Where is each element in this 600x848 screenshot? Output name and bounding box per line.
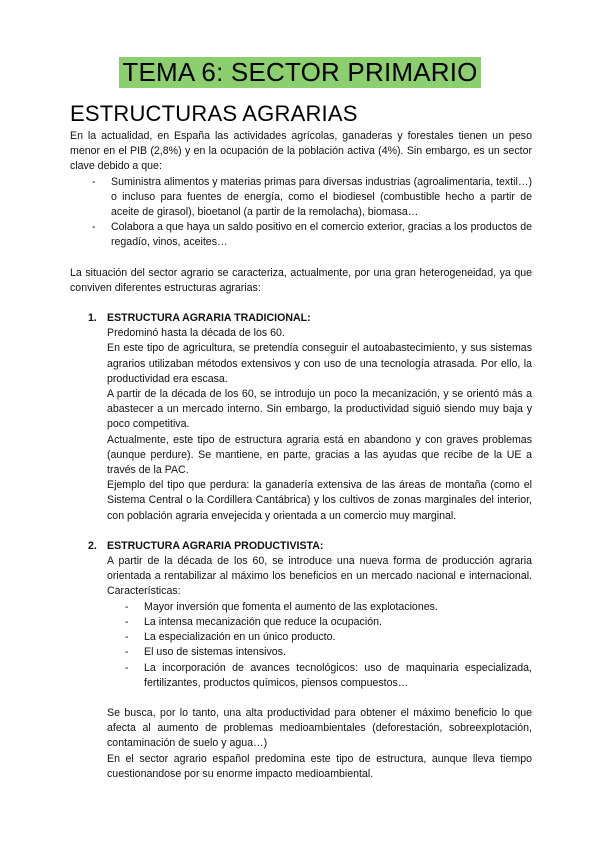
section-productivist (70, 539, 532, 782)
document-body (70, 129, 532, 782)
intro-paragraph: En la actualidad, en España las actividades agrícolas, ganaderas y forestales tienen un peso menor en el PIB (2,8%) y en la ocupación de la población activa (4%). Sin embargo, es un sector clave debido a que: (70, 130, 532, 173)
page-title: TEMA 6: SECTOR PRIMARIO (119, 57, 480, 88)
situation-paragraph: La situación del sector agrario se caracteriza, actualmente, por una gran heterogeneidad, ya que conviven diferentes estructuras agrarias: (70, 266, 532, 294)
section-number: 1. (88, 312, 97, 325)
paragraph: Predominó hasta la década de los 60. (107, 327, 285, 340)
section-traditional (70, 311, 532, 524)
paragraph: Se busca, por lo tanto, una alta productividad para obtener el máximo beneficio lo que afecta al aumento de problemas medioambientales (deforestación, sobreexplotación, contaminación de suelo y agua…) (107, 706, 532, 750)
list-item: - La especialización en un único producto. (125, 630, 532, 645)
section-title: ESTRUCTURA AGRARIA PRODUCTIVISTA: (107, 539, 324, 552)
list-item: - Mayor inversión que fomenta el aumento de las explotaciones. (125, 600, 532, 615)
intro-bullet-list (70, 175, 532, 251)
paragraph: En el sector agrario español predomina este tipo de estructura, aunque lleva tiempo cuestionandose por su enorme impacto medioambiental. (107, 752, 532, 780)
section-number: 2. (88, 539, 97, 552)
characteristics-list (107, 600, 532, 691)
paragraph: En este tipo de agricultura, se pretendía conseguir el autoabastecimiento, y sus sistemas agrarios utilizaban métodos extensivos y con uso de una tecnología atrasada. Por ello, la productividad era escasa. (107, 342, 532, 385)
paragraph: A partir de la década de los 60, se introduce una nueva forma de producción agraria orientada a rentabilizar al máximo los beneficios en un mercado nacional e internacional. Características: (107, 555, 532, 598)
list-item: - El uso de sistemas intensivos. (125, 645, 532, 660)
title-row (0, 57, 600, 88)
paragraph: A partir de la década de los 60, se introdujo un poco la mecanización, y se orientó más a abastecer a un mercado interno. Sin embargo, la productividad siguió siendo muy baja y poco competitiva. (107, 388, 532, 431)
list-item: - Suministra alimentos y materias primas para diversas industrias (agroalimentaria, textil…) o incluso para fuentes de energía, como el biodiesel (combustible hecho a partir de aceite de girasol), bioetanol (a partir de la remolacha), biomasa… (90, 175, 532, 221)
list-item: - La intensa mecanización que reduce la ocupación. (125, 615, 532, 630)
paragraph: Actualmente, este tipo de estructura agraria está en abandono y con graves problemas (aunque perdure). Se mantiene, en parte, gracias a las ayudas que recibe de la UE a través de la PAC. (107, 433, 532, 477)
list-item: - La incorporación de avances tecnológicos: uso de maquinaria especializada, fertilizantes, productos químicos, piensos compuestos… (125, 661, 532, 691)
section-heading: ESTRUCTURAS AGRARIAS (70, 101, 358, 126)
list-item: - Colabora a que haya un saldo positivo en el comercio exterior, gracias a los productos de regadío, vinos, aceites… (90, 220, 532, 250)
paragraph: Ejemplo del tipo que perdura: la ganadería extensiva de las áreas de montaña (como el Sistema Central o la Cordillera Cantábrica) y los cultivos de zonas marginales del interior, con población agraria envejecida y orientada a un comercio muy marginal. (107, 479, 532, 522)
section-title: ESTRUCTURA AGRARIA TRADICIONAL: (107, 312, 311, 325)
